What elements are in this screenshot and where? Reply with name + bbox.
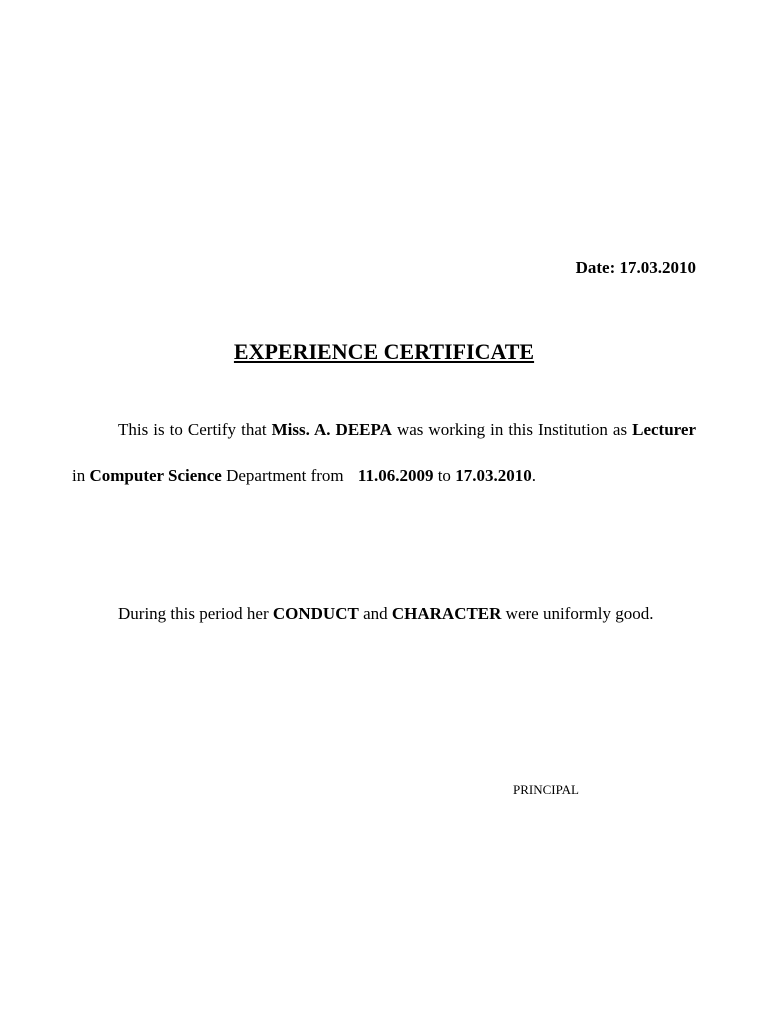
paragraph-2-and: and [358, 604, 392, 623]
from-date: 11.06.2009 [357, 466, 434, 485]
signature-label: PRINCIPAL [513, 782, 579, 797]
paragraph-1-period-end: . [531, 466, 536, 485]
to-date: 17.03.2010 [455, 466, 532, 485]
paragraph-1-in: in [72, 466, 90, 485]
paragraph-2-ending: were uniformly good. [501, 604, 654, 623]
paragraph-1-after-name: was working in this Institution as [391, 420, 633, 439]
certificate-paragraph-1 [72, 407, 696, 499]
designation: Lecturer [632, 420, 696, 439]
paragraph-1-department-from: Department from [221, 466, 348, 485]
certificate-paragraph-2 [72, 591, 696, 637]
department-name: Computer Science [89, 466, 222, 485]
certificate-title: EXPERIENCE CERTIFICATE [233, 339, 535, 364]
employee-name: Miss. A. DEEPA [271, 420, 392, 439]
paragraph-2-intro: During this period her [118, 604, 273, 623]
conduct-word: CONDUCT [272, 604, 359, 623]
paragraph-1-to: to [433, 466, 456, 485]
certificate-date: Date: 17.03.2010 [575, 258, 696, 277]
character-word: CHARACTER [391, 604, 502, 623]
paragraph-1-intro: This is to Certify that [118, 420, 272, 439]
